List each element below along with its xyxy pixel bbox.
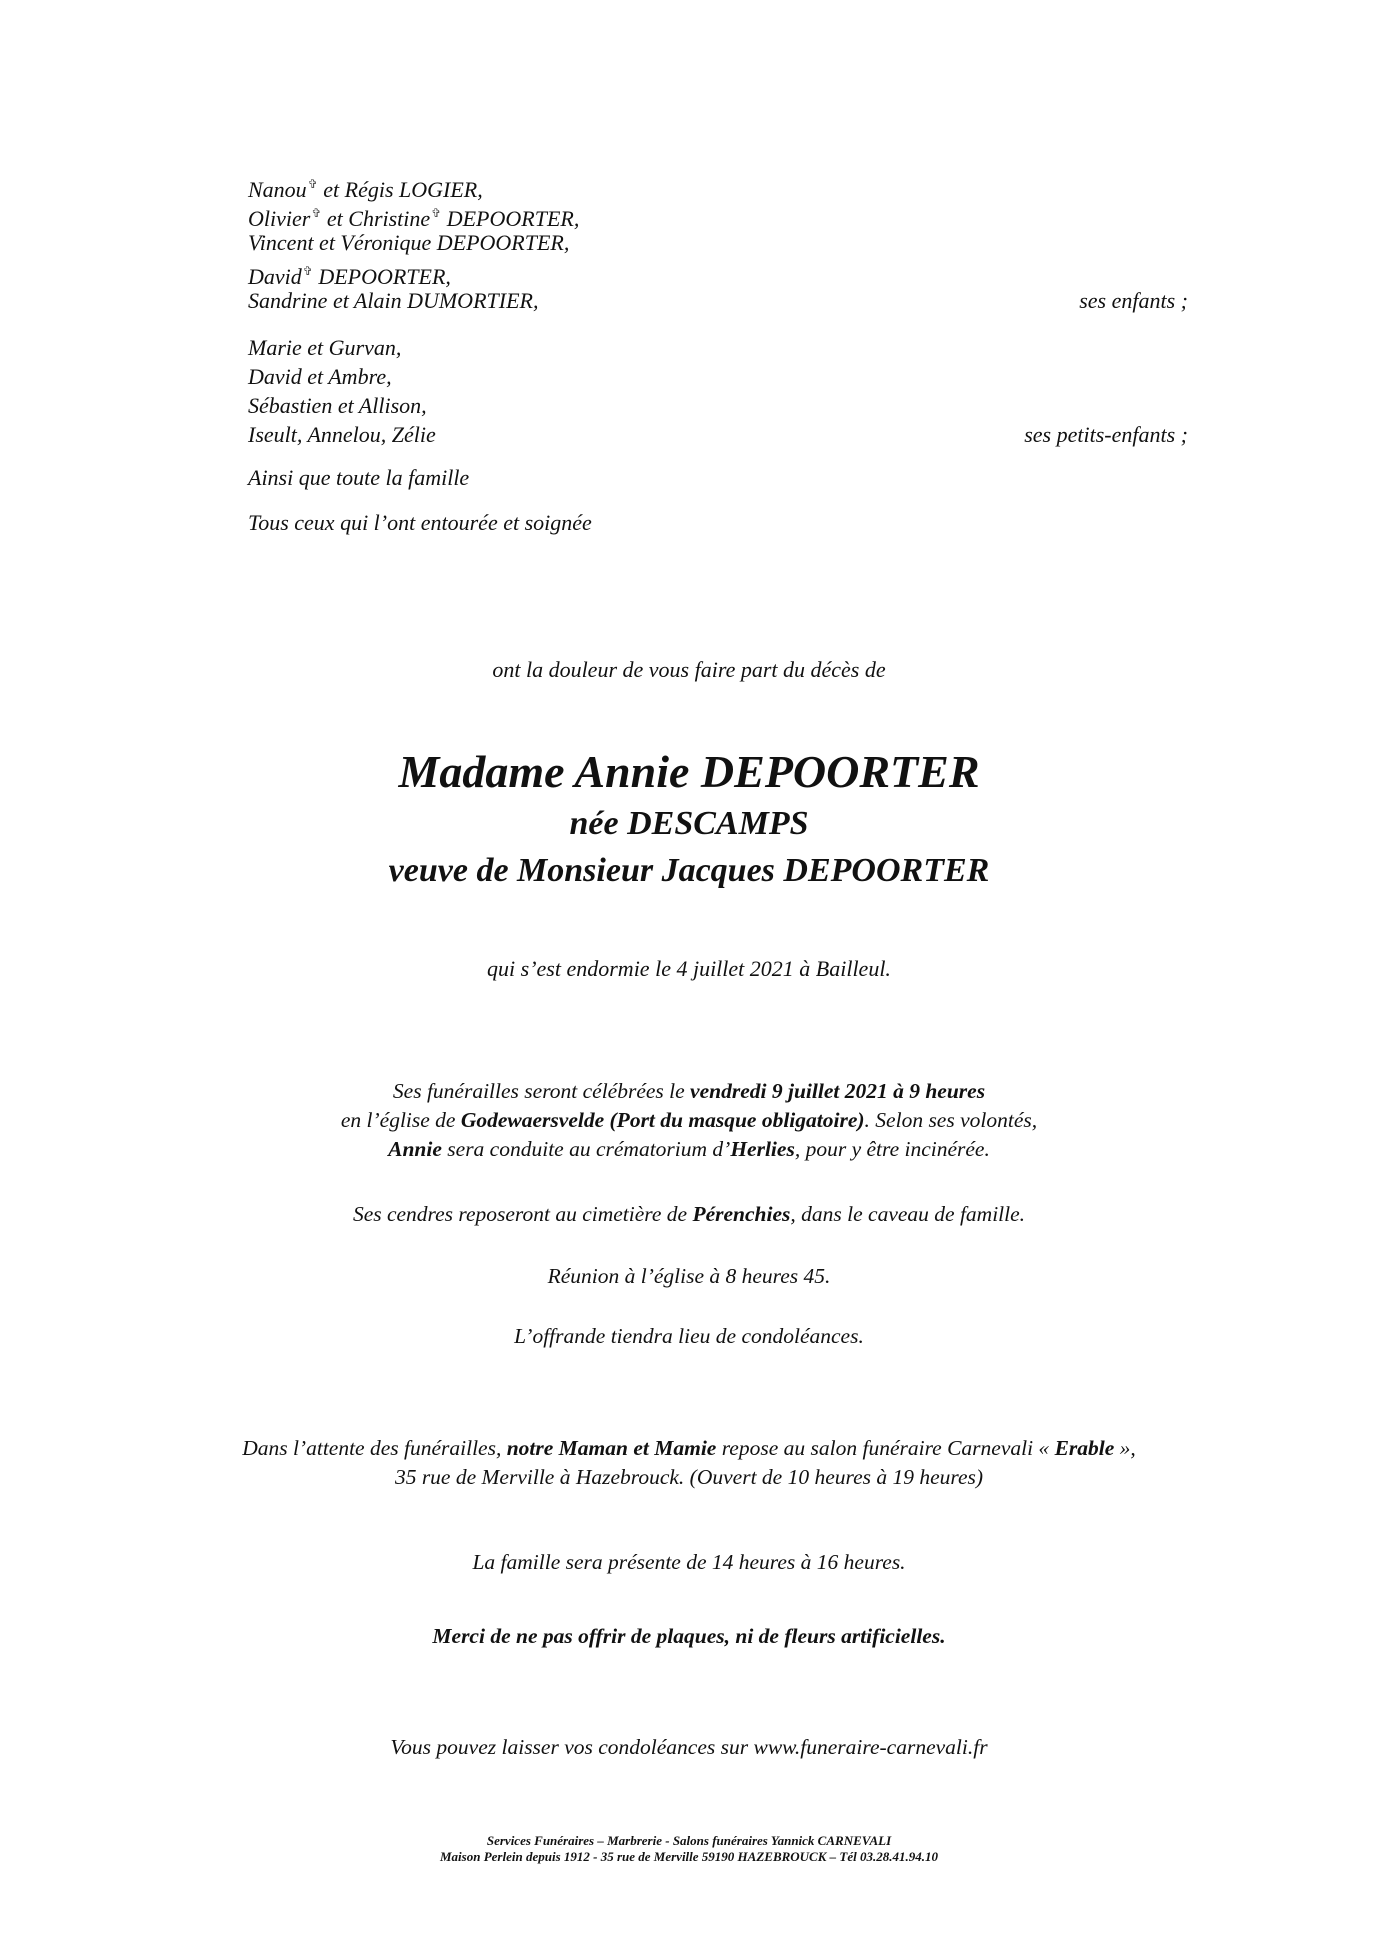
funeral-text: sera conduite au crématorium d’: [441, 1137, 731, 1161]
grandchildren-role: ses petits-enfants ;: [1024, 422, 1188, 447]
widow-of: veuve de Monsieur Jacques DEPOORTER: [388, 852, 990, 889]
first-name: Annie: [388, 1137, 442, 1161]
viewing-mother: notre Maman et Mamie: [506, 1436, 717, 1460]
viewing-text: »,: [1114, 1436, 1136, 1460]
crematorium-place: Herlies: [730, 1137, 795, 1161]
condolences-note: Vous pouvez laisser vos condoléances sur www.funeraire-carnevali.fr: [390, 1735, 988, 1759]
meeting-time: Réunion à l’église à 8 heures 45.: [547, 1264, 831, 1288]
grandchildren-list: [248, 333, 1188, 449]
funeral-text: . Selon ses volontés,: [864, 1108, 1038, 1132]
announcement-intro: ont la douleur de vous faire part du décès de: [492, 657, 886, 682]
child-line: [248, 199, 1188, 231]
ashes-line: [0, 1200, 1378, 1229]
extended-family-text: Ainsi que toute la famille: [248, 465, 470, 490]
viewing-text: repose au salon funéraire Carnevali «: [716, 1436, 1055, 1460]
child-name-part: Olivier: [248, 206, 311, 231]
funeral-text: , pour y être incinérée.: [794, 1137, 990, 1161]
no-flowers-text: Merci de ne pas offrir de plaques, ni de fleurs artificielles.: [432, 1624, 946, 1648]
child-name-part: Vincent et Véronique DEPOORTER,: [248, 230, 570, 255]
extended-family: [248, 463, 1188, 492]
ashes-text: , dans le caveau de famille.: [790, 1202, 1026, 1226]
funeral-text: Ses funérailles seront célébrées le: [392, 1079, 691, 1103]
death-date: qui s’est endormie le 4 juillet 2021 à Bailleul.: [487, 956, 891, 981]
cross-icon: ✞: [431, 206, 442, 220]
grandchild-line: Marie et Gurvan,: [248, 335, 402, 360]
funeral-text: en l’église de: [340, 1108, 461, 1132]
cross-icon: ✞: [307, 177, 318, 191]
child-name-part: David: [248, 264, 302, 289]
children-role: ses enfants ;: [1079, 288, 1188, 313]
no-flowers-note: [0, 1622, 1378, 1651]
cross-icon: ✞: [302, 264, 313, 278]
grandchild-line-last: [248, 420, 1188, 449]
cemetery-place: Pérenchies: [692, 1202, 791, 1226]
family-present: La famille sera présente de 14 heures à 16 heures.: [472, 1550, 906, 1574]
caretakers: [248, 508, 1188, 537]
caretakers-text: Tous ceux qui l’ont entourée et soignée: [248, 510, 592, 535]
funeral-line-1: [0, 1077, 1378, 1106]
cross-icon: ✞: [311, 206, 322, 220]
viewing-line-2: 35 rue de Merville à Hazebrouck. (Ouvert de 10 heures à 19 heures): [394, 1465, 984, 1489]
funeral-date: vendredi 9 juillet 2021 à 9 heures: [690, 1079, 986, 1103]
child-name-part: et Christine: [321, 206, 431, 231]
child-name-part: Nanou: [248, 177, 307, 202]
ashes-text: Ses cendres reposeront au cimetière de: [352, 1202, 693, 1226]
grandchild-line: David et Ambre,: [248, 364, 392, 389]
child-line: [248, 257, 1188, 289]
deceased-name: Madame Annie DEPOORTER: [398, 746, 980, 797]
child-line: [248, 228, 1188, 257]
footer-line-2: Maison Perlein depuis 1912 - 35 rue de Merville 59190 HAZEBROUCK – Tél 03.28.41.94.10: [440, 1849, 938, 1864]
salon-name: Erable: [1054, 1436, 1115, 1460]
funeral-church: Godewaersvelde (Port du masque obligatoire): [460, 1108, 865, 1132]
child-name-part: DEPOORTER,: [312, 264, 451, 289]
child-line: [248, 170, 1188, 202]
child-name-part: DEPOORTER,: [441, 206, 580, 231]
viewing-line-1: [0, 1434, 1378, 1463]
maiden-name: née DESCAMPS: [569, 805, 809, 842]
funeral-line-2: [0, 1106, 1378, 1135]
offering-note: L’offrande tiendra lieu de condoléances.: [514, 1324, 864, 1348]
child-name-part: Sandrine et Alain DUMORTIER,: [248, 288, 539, 313]
footer-line-1: Services Funéraires – Marbrerie - Salons funéraires Yannick CARNEVALI: [486, 1833, 892, 1848]
child-name-part: et Régis LOGIER,: [317, 177, 483, 202]
funeral-line-3: [0, 1135, 1378, 1164]
viewing-text: Dans l’attente des funérailles,: [242, 1436, 507, 1460]
grandchild-names: Iseult, Annelou, Zélie: [248, 422, 436, 447]
children-role-row: [248, 286, 1188, 315]
grandchild-line: Sébastien et Allison,: [248, 393, 427, 418]
